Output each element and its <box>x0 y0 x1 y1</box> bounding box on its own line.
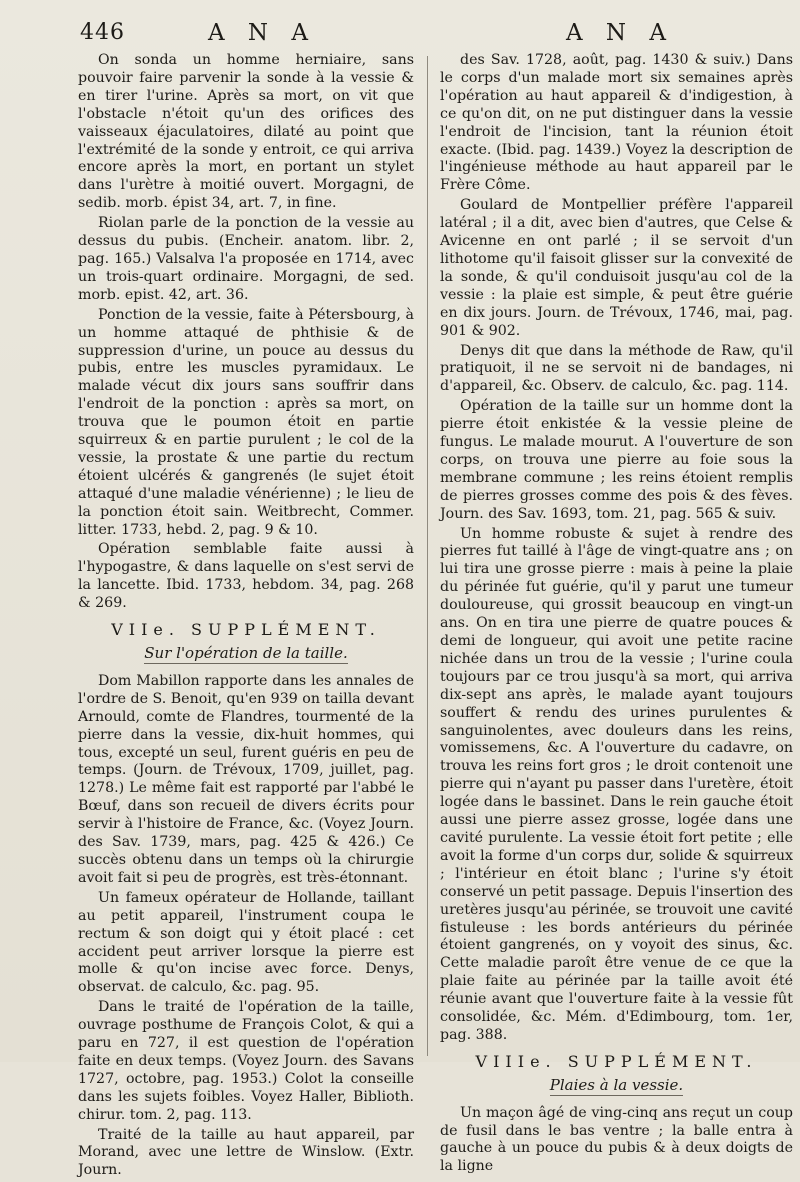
section-subtitle-text: Plaies à la vessie. <box>549 1075 684 1094</box>
paragraph: Ponction de la vessie, faite à Pétersbourg, à un homme attaqué de phthisie & de suppression d'urine, un pouce au dessus du pubis, entre les muscles pyramidaux. Le malade vécut dix jours sans souffrir dans l'endroit de la ponction : après sa mort, on trouva que le poumon étoit en partie squirreux & en partie purulent ; le col de la vessie, la prostate & une partie du rectum étoient ulcérés & gangrenés (le sujet étoit attaqué d'une maladie vénérienne) ; le lieu de la ponction étoit sain. Weitbrecht, Commer. litter. 1733, hebd. 2, pag. 9 & 10. <box>78 306 414 538</box>
paragraph: des Sav. 1728, août, pag. 1430 & suiv.) Dans le corps d'un malade mort six semaines après l'opération au haut appareil & d'indigestion, à ce qu'on dit, on ne put distinguer dans la vessie l'endroit de l'incision, tant la réunion étoit exacte. (Ibid. pag. 1439.) Voyez la description de l'ingénieuse méthode au haut appareil par le Frère Côme. <box>440 52 793 194</box>
section-subtitle-text: Sur l'opération de la taille. <box>144 644 348 662</box>
paragraph: Goulard de Montpellier préfère l'appareil latéral ; il a dit, avec bien d'autres, que Celse & Avicenne en ont parlé ; il se servoit d'un lithotome qu'il faisoit glisser sur la convexité de la sonde, & qu'il conduisoit jusqu'au col de la vessie : la plaie est simple, & peut être guérie en dix jours. Journ. de Trévoux, 1746, mai, pag. 901 & 902. <box>440 197 793 339</box>
section-title: VIIe. SUPPLÉMENT. <box>111 620 381 640</box>
paragraph: Riolan parle de la ponction de la vessie au dessus du pubis. (Encheir. anatom. libr. 2, pag. 165.) Valsalva l'a proposée en 1714, avec un trois-quart ordinaire. Morgagni, de sed. morb. epist. 42, art. 36. <box>78 215 414 303</box>
paragraph: Dom Mabillon rapporte dans les annales de l'ordre de S. Benoit, qu'en 939 on tailla devant Arnould, comte de Flandres, tourmenté de la pierre dans la vessie, dix-huit hommes, qui tous, excepté un seul, furent guéris en peu de temps. (Journ. de Trévoux, 1709, juillet, pag. 1278.) Le même fait est rapporté par l'abbé le Bœuf, dans son recueil de divers écrits pour servir à l'histoire de France, &c. (Voyez Journ. des Sav. 1739, mars, pag. 425 & 426.) Ce succès obtenu dans un temps où la chirurgie avoit fait si peu de progrès, est très-étonnant. <box>78 672 414 886</box>
paragraph: Denys dit que dans la méthode de Raw, qu'il pratiquoit, il ne se servoit ni de bandages, ni d'appareil, &c. Observ. de calculo, &c. pag. 114. <box>440 342 793 395</box>
section-title: VIIIe. SUPPLÉMENT. <box>475 1051 758 1071</box>
running-head-right: A N A <box>566 20 674 46</box>
paragraph: Opération semblable faite aussi à l'hypogastre, & dans laquelle on s'est servi de la lancette. Ibid. 1733, hebdom. 34, pag. 268 & 269. <box>78 541 414 612</box>
paragraph: Traité de la taille au haut appareil, par Morand, avec une lettre de Winslow. (Extr. Journ. <box>78 1126 414 1179</box>
section-subtitle <box>78 645 414 663</box>
paragraph: Opération de la taille sur un homme dont la pierre étoit enkistée & la vessie pleine de fungus. Le malade mourut. A l'ouverture de son corps, on trouva une pierre au foie sous la membrane commune ; les reins étoient remplis de pierres grosses comme des pois & des fèves. Journ. des Sav. 1693, tom. 21, pag. 565 & suiv. <box>440 398 793 522</box>
page-number: 446 <box>80 20 125 45</box>
running-head-left: A N A <box>208 20 316 46</box>
paragraph: Un fameux opérateur de Hollande, taillant au petit appareil, l'instrument coupa le rectum & son doigt qui y étoit placé : cet accident peut arriver lorsque la pierre est molle & qu'on incise avec force. Denys, observat. de calculo, &c. pag. 95. <box>78 889 414 996</box>
paragraph: Un maçon âgé de ving-cinq ans reçut un coup de fusil dans le bas ventre ; la balle entra à gauche à un pouce du pubis & à deux doigts de la ligne <box>440 1104 793 1175</box>
right-column <box>440 52 793 1178</box>
paragraph: Un homme robuste & sujet à rendre des pierres fut taillé à l'âge de vingt-quatre ans ; on lui tira une grosse pierre : mais à peine la plaie du périnée fut guérie, qu'il y parut une tumeur douloureuse, qui grossit beaucoup en vingt-un ans. On en tira une pierre de quatre pouces & demi de longueur, qui avoit une petite racine nichée dans un trou de la vessie ; l'urine coula toujours par ce trou jusqu'à sa mort, qui arriva dix-sept ans après, le malade ayant toujours souffert & rendu des urines purulentes & sanguinolentes, avec douleurs dans les reins, vomissemens, &c. A l'ouverture du cadavre, on trouva les reins fort gros ; le droit contenoit une pierre qui n'ayant pu passer dans l'uretère, étoit logée dans le bassinet. Dans le rein gauche étoit aussi une pierre assez grosse, logée dans une cavité purulente. La vessie étoit fort petite ; elle avoit la forme d'un corps dur, solide & squirreux ; l'intérieur en étoit blanc ; l'urine s'y étoit conservé un petit passage. Depuis l'insertion des uretères jusqu'au périnée, se trouvoit une cavité fistuleuse : les bords antérieurs du périnée étoient gangrenés, on y voyoit des sinus, &c. Cette maladie paroît être venue de ce que la plaie faite au périnée par la taille avoit été réunie avant que l'ouverture faite à la vessie fût consolidée, &c. Mém. d'Edimbourg, tom. 1er, pag. 388. <box>440 525 793 1043</box>
paragraph: Dans le traité de l'opération de la taille, ouvrage posthume de François Colot, & qui a paru en 727, il est question de l'opération faite en deux temps. (Voyez Journ. des Savans 1727, octobre, pag. 1953.) Colot la conseille dans les sujets foibles. Voyez Haller, Biblioth. chirur. tom. 2, pag. 113. <box>78 999 414 1123</box>
page-header <box>0 0 800 54</box>
left-column <box>78 52 414 1182</box>
paragraph: On sonda un homme herniaire, sans pouvoir faire parvenir la sonde à la vessie & en tirer l'urine. Après sa mort, on vit que l'obstacle n'étoit qu'un des orifices des vaisseaux éjaculatoires, dilaté au point que l'extrémité de la sonde y entroit, ce qui arriva encore après la mort, en portant un stylet dans l'urètre à moitié ouvert. Morgagni, de sedib. morb. épist 34, art. 7, in fine. <box>78 52 414 212</box>
section-subtitle <box>440 1077 793 1095</box>
column-divider <box>427 56 428 1056</box>
